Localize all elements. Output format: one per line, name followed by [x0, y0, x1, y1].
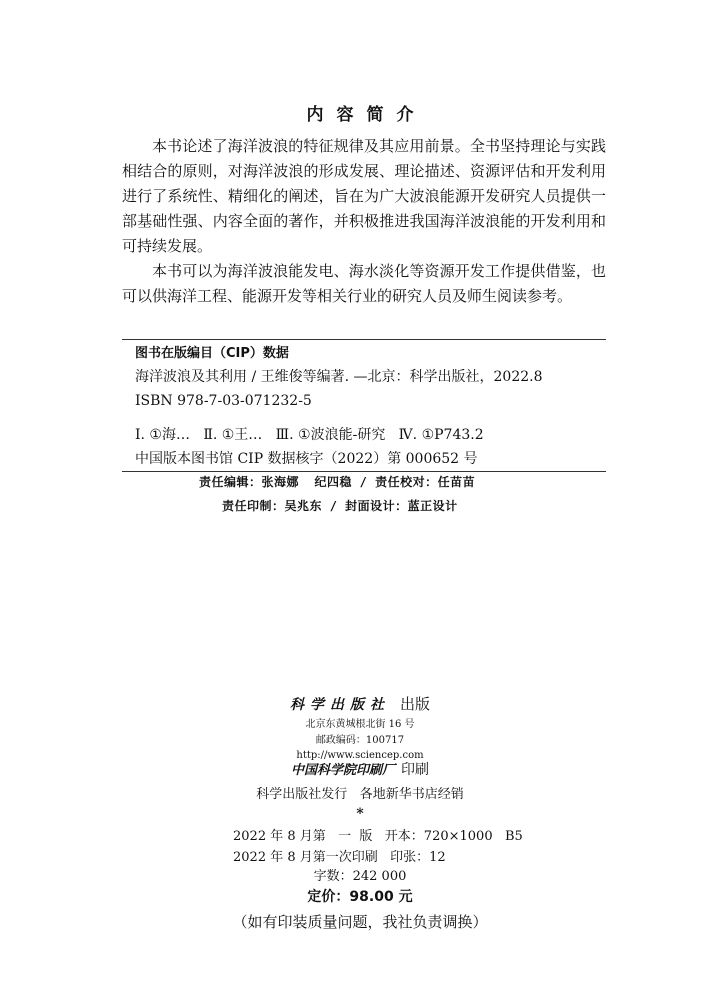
printer-row — [0, 760, 720, 781]
price: 定价：98.00 元 — [307, 889, 413, 905]
summary-title: 内容简介 — [306, 105, 427, 125]
printing-info: 2022 年 8 月第一次印刷 印张：12 — [233, 850, 446, 865]
editor-credits: 责任编辑：张海娜 纪四稳 / 责任校对：任苗苗 — [199, 475, 476, 489]
cip-record-number: 中国版本图书馆 CIP 数据核字（2022）第 000652 号 — [135, 451, 478, 467]
publisher-url: http://www.sciencep.com — [296, 750, 424, 761]
cip-heading: 图书在版编目（CIP）数据 — [135, 346, 289, 361]
cip-bibliographic: 海洋波浪及其利用 / 王维俊等编著. —北京：科学出版社，2022.8 — [135, 369, 543, 385]
cip-bottom-rule — [122, 471, 606, 472]
edition-info: 2022 年 8 月第 一 版 开本：720×1000 B5 — [233, 829, 523, 844]
word-count: 字数：242 000 — [313, 869, 407, 884]
publisher-logo-text: 科学出版社 — [289, 697, 390, 713]
publisher-address: 北京东黄城根北街 16 号 — [305, 719, 415, 730]
printer-suffix: 印刷 — [401, 762, 429, 778]
summary-body — [122, 134, 606, 309]
production-credits: 责任印制：吴兆东 / 封面设计：蓝正设计 — [222, 499, 458, 513]
separator-star: * — [356, 806, 364, 822]
cip-classification: Ⅰ. ①海… Ⅱ. ①王… Ⅲ. ①波浪能-研究 Ⅳ. ①P743.2 — [135, 427, 484, 443]
printer-name: 中国科学院印刷厂 — [290, 763, 395, 778]
quality-notice: （如有印装质量问题，我社负责调换） — [232, 913, 488, 931]
cip-isbn: ISBN 978-7-03-071232-5 — [135, 393, 312, 409]
summary-paragraph-1: 本书论述了海洋波浪的特征规律及其应用前景。全书坚持理论与实践相结合的原则，对海洋波浪的形成发展、理论描述、资源评估和开发利用进行了系统性、精细化的阐述，旨在为广大波浪能源开发研究人员提供一部基础性强、内容全面的著作，并积极推进我国海洋波浪能的开发利用和可持续发展。 — [122, 137, 606, 255]
distribution-info: 科学出版社发行 各地新华书店经销 — [256, 787, 464, 802]
cip-top-rule — [122, 339, 606, 340]
publisher-row — [0, 693, 720, 716]
publisher-suffix: 出版 — [399, 695, 430, 713]
summary-paragraph-2: 本书可以为海洋波浪能发电、海水淡化等资源开发工作提供借鉴，也可以供海洋工程、能源开发等相关行业的研究人员及师生阅读参考。 — [122, 262, 606, 305]
publisher-postcode: 邮政编码：100717 — [315, 735, 405, 746]
